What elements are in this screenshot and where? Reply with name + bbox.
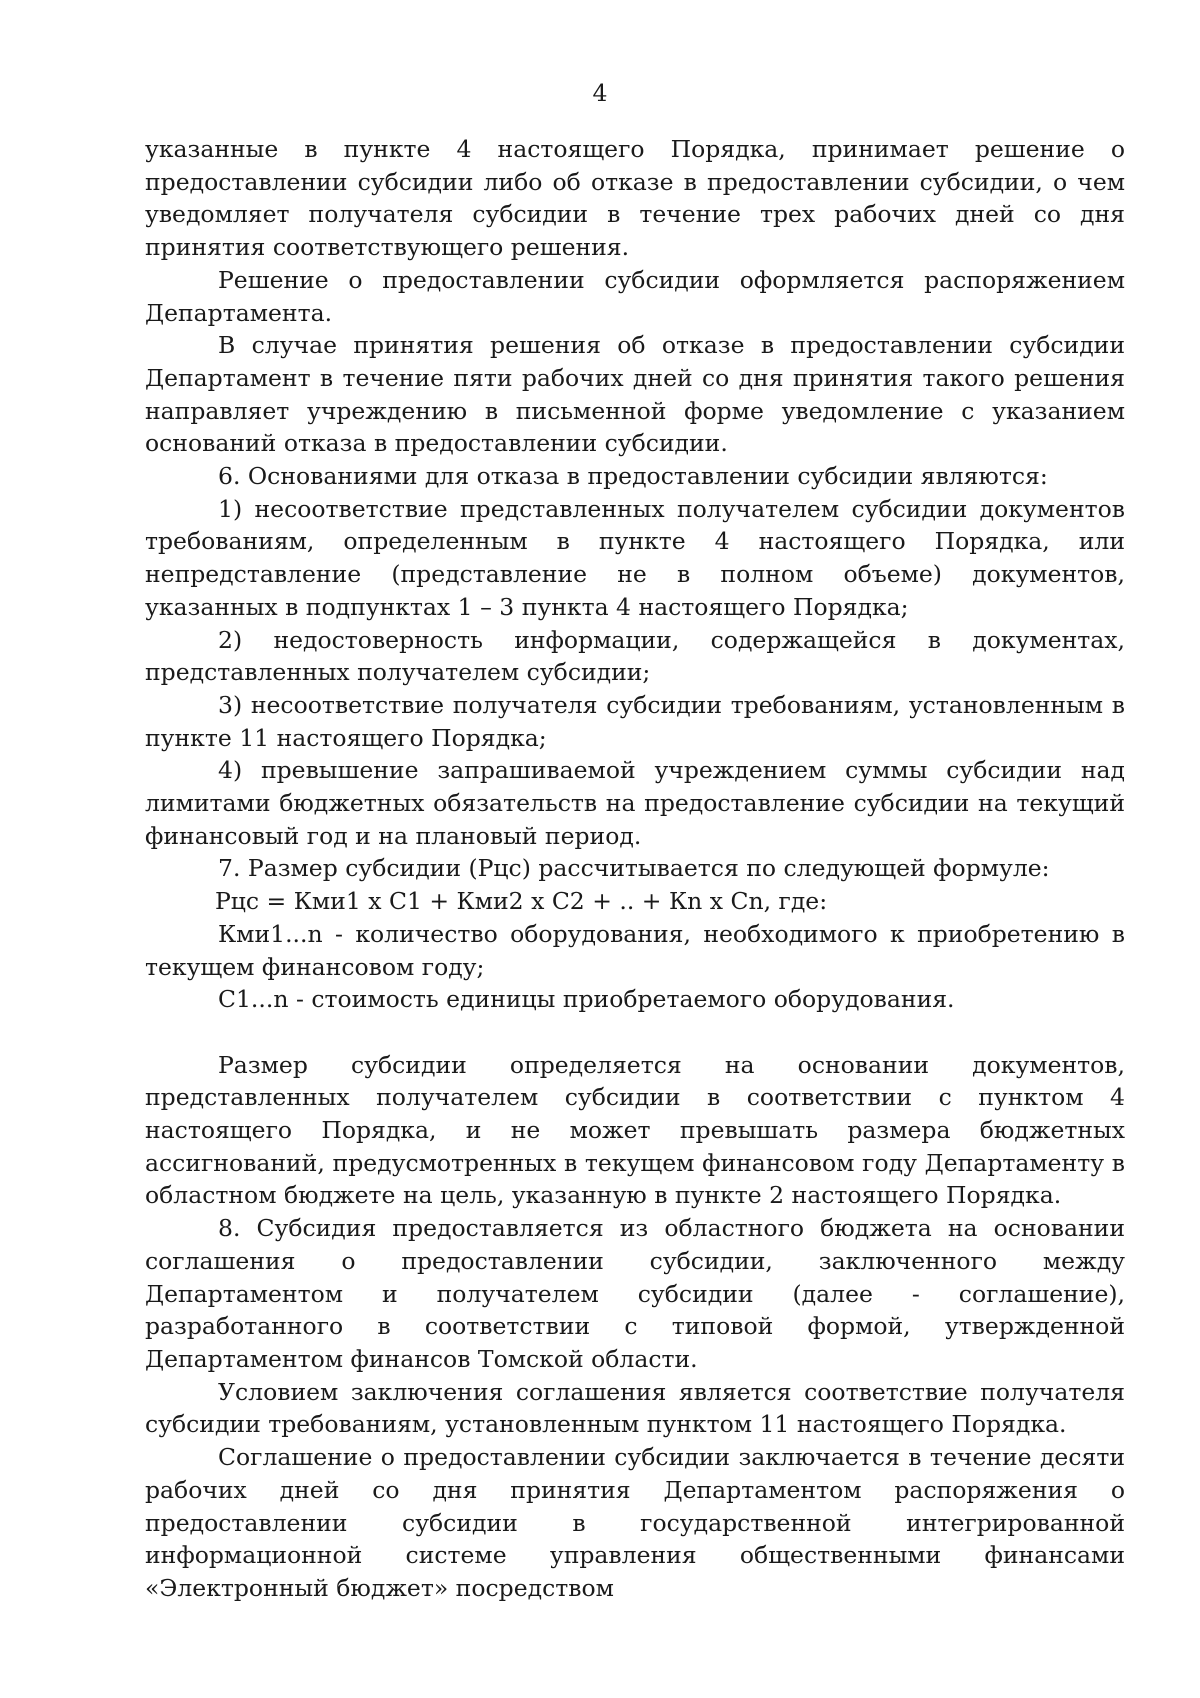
paragraph-continuation: указанные в пункте 4 настоящего Порядка, принимает решение о предоставлении субсидии либо об отказе в предоставлении субсидии, о чем уведомляет получателя субсидии в течение трех рабочих дней со дня принятия соответствующего решения. <box>145 135 1125 262</box>
blank-line <box>145 1016 1125 1049</box>
paragraph-agreement-condition: Условием заключения соглашения является соответствие получателя субсидии требованиям, установленным пунктом 11 настоящего Порядка. <box>145 1377 1125 1439</box>
paragraph-item-8: 8. Субсидия предоставляется из областного бюджета на основании соглашения о предоставлении субсидии, заключенного между Департаментом и получателем субсидии (далее - соглашение), разработанного в соответствии с типовой формой, утвержденной Департаментом финансов Томской области. <box>145 1214 1125 1373</box>
paragraph-formula-c: С1...n - стоимость единицы приобретаемого оборудования. <box>218 985 955 1014</box>
paragraph-formula-kmi: Кми1...n - количество оборудования, необходимого к приобретению в текущем финансовом году; <box>145 919 1125 981</box>
paragraph-subitem-2: 2) недостоверность информации, содержащейся в документах, представленных получателем субсидии; <box>145 625 1125 687</box>
document-body <box>145 133 1125 1605</box>
paragraph-subitem-1: 1) несоответствие представленных получателем субсидии документов требованиям, определенным в пункте 4 настоящего Порядка, или непредставление (представление не в полном объеме) документов, указанных в подпунктах 1 – 3 пункта 4 настоящего Порядка; <box>145 494 1125 621</box>
paragraph-refusal-notice: В случае принятия решения об отказе в предоставлении субсидии Департамент в течение пяти рабочих дней со дня принятия такого решения направляет учреждению в письменной форме уведомление с указанием оснований отказа в предоставлении субсидии. <box>145 331 1125 458</box>
paragraph-decision: Решение о предоставлении субсидии оформляется распоряжением Департамента. <box>145 265 1125 327</box>
paragraph-item-6: 6. Основаниями для отказа в предоставлении субсидии являются: <box>218 462 1048 491</box>
paragraph-agreement-term: Соглашение о предоставлении субсидии заключается в течение десяти рабочих дней со дня принятия Департаментом распоряжения о предоставлении субсидии в государственной интегрированной информационной системе управления общественными финансами «Электронный бюджет» посредством <box>145 1443 1125 1602</box>
paragraph-subsidy-size: Размер субсидии определяется на основании документов, представленных получателем субсидии в соответствии с пунктом 4 настоящего Порядка, и не может превышать размера бюджетных ассигнований, предусмотренных в текущем финансовом году Департаменту в областном бюджете на цель, указанную в пункте 2 настоящего Порядка. <box>145 1050 1125 1210</box>
paragraph-subitem-3: 3) несоответствие получателя субсидии требованиям, установленным в пункте 11 настоящего Порядка; <box>145 690 1125 752</box>
paragraph-subitem-4: 4) превышение запрашиваемой учреждением суммы субсидии над лимитами бюджетных обязательств на предоставление субсидии на текущий финансовый год и на плановый период. <box>145 756 1125 850</box>
formula: Рцс = Кми1 х С1 + Кми2 х С2 + .. + Кn х Сn, где: <box>215 887 828 916</box>
page-number: 4 <box>592 79 608 107</box>
paragraph-item-7: 7. Размер субсидии (Рцс) рассчитывается по следующей формуле: <box>218 854 1050 883</box>
